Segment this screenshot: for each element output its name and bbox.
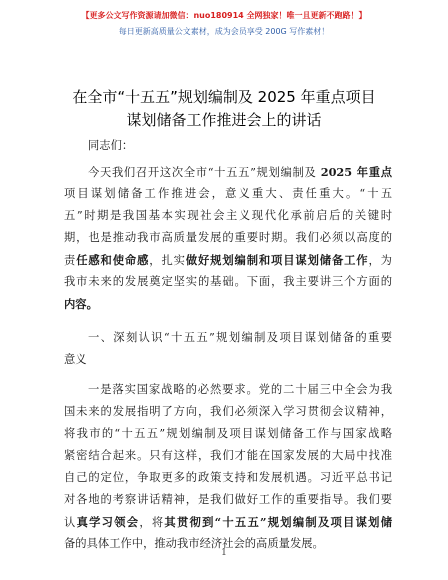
paragraph-3-line-1: 一是落实国家战略的必然要求。党的二十届三中全会为我 [88,383,392,396]
paragraph-3-line-4: 紧密结合起来。只有这样，我们才能在国家发展的大局中找准 [64,449,392,462]
paragraph-3-line-8: 备的具体工作中，推动我市经济社会的高质量发展。 [64,537,324,550]
paragraph-3-line-2: 国未来的发展指明了方向，我们必须深入学习贯彻会议精神， [64,405,392,418]
paragraph-1-line-4: 期，也是推动我市高质量发展的重要时期。我们必须以高度的 [64,231,392,244]
paragraph-3-line-5: 自己的定位，争取更多的政策支持和发展机遇。习近平总书记 [64,471,392,484]
paragraph-1-line-1: 今天我们召开这次全市“十五五”规划编制及 2025 年重点 [88,165,392,179]
paragraph-1-line-7: 内容。 [64,297,98,311]
section-heading-line-2: 意义 [64,353,87,366]
paragraph-1-line-2: 项目谋划储备工作推进会，意义重大、责任重大。“十五 [64,187,392,200]
page-number: 1 [221,548,227,558]
document-title-line-2: 谋划储备工作推进会上的讲话 [126,111,322,129]
salutation: 同志们： [88,139,134,152]
paragraph-3-line-3: 将我市的“十五五”规划编制及项目谋划储备工作与国家战略 [64,427,392,440]
paragraph-3-line-7: 认真学习领会，将其贯彻到“十五五”规划编制及项目谋划储 [64,515,392,529]
promo-banner-line-1: 【更多公文写作资源请加微信：nuo180914 全网独家！唯一且更新不跑路！】 [81,11,367,20]
paragraph-1-line-6: 我市未来的发展奠定坚实的基础。下面，我主要讲三个方面的 [64,275,392,288]
paragraph-1-line-3: 五”时期是我国基本实现社会主义现代化承前启后的关键时 [64,209,392,222]
paragraph-3-line-6: 对各地的考察讲话精神，是我们做好工作的重要指导。我们要 [64,493,392,506]
promo-banner-line-2: 每日更新高质量公文素材，成为会员享受 200G 写作素材！ [118,27,330,36]
paragraph-1-line-5: 责任感和使命感，扎实做好规划编制和项目谋划储备工作，为 [64,253,392,267]
document-title-line-1: 在全市“十五五”规划编制及 2025 年重点项目 [72,88,376,106]
section-heading-line-1: 一、深刻认识“十五五”规划编制及项目谋划储备的重要 [88,331,392,344]
